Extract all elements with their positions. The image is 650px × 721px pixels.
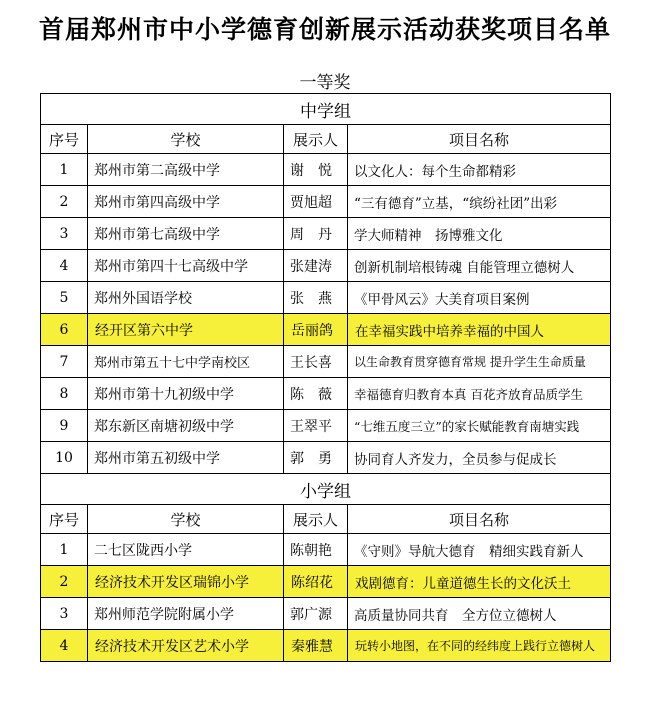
table-row	[41, 154, 611, 186]
award-table	[40, 93, 611, 662]
cell-school: 经济技术开发区艺术小学	[95, 638, 249, 655]
cell-person: 谢 悦	[284, 154, 348, 186]
column-header-row	[41, 505, 611, 534]
cell-project: 《甲骨风云》大美育项目案例	[348, 282, 611, 314]
cell-no: 5	[41, 282, 88, 314]
cell-school: 二七区陇西小学	[88, 534, 284, 566]
cell-project: 以文化人：每个生命都精彩	[348, 154, 611, 186]
cell-no: 10	[41, 442, 88, 474]
cell-project: 戏剧德育：儿童道德生长的文化沃土	[355, 575, 571, 592]
table-row	[41, 250, 611, 282]
table-row	[41, 282, 611, 314]
document-title: 首届郑州市中小学德育创新展示活动获奖项目名单	[38, 15, 611, 44]
cell-school: 郑州师范学院附属小学	[88, 598, 284, 630]
cell-no: 9	[41, 410, 88, 442]
cell-person: 郭广源	[284, 598, 348, 630]
cell-project: 幸福德育归教育本真 百花齐放育品质学生	[348, 378, 611, 410]
table-row	[41, 378, 611, 410]
cell-project: 学大师精神 扬博雅文化	[348, 218, 611, 250]
cell-person: 陈 薇	[284, 378, 348, 410]
header-school: 学校	[88, 505, 284, 534]
cell-person: 张 燕	[284, 282, 348, 314]
cell-project: 高质量协同共育 全方位立德树人	[348, 598, 611, 630]
award-level-heading: 一等奖	[299, 73, 351, 93]
table-row	[41, 410, 611, 442]
cell-person: 郭 勇	[284, 442, 348, 474]
cell-person: 王长喜	[284, 346, 348, 378]
cell-project: 创新机制培根铸魂 自能管理立德树人	[348, 250, 611, 282]
cell-person: 秦雅慧	[291, 638, 333, 655]
table-row-highlighted	[41, 314, 611, 346]
cell-school: 郑州市第二高级中学	[88, 154, 284, 186]
cell-person: 陈绍花	[291, 574, 333, 591]
cell-school: 郑州市第四高级中学	[88, 186, 284, 218]
table-row-highlighted	[41, 566, 611, 598]
table-row	[41, 218, 611, 250]
cell-person: 贾旭超	[284, 186, 348, 218]
cell-project: 在幸福实践中培养幸福的中国人	[355, 323, 544, 340]
cell-project: 协同育人齐发力，全员参与促成长	[348, 442, 611, 474]
table-row	[41, 186, 611, 218]
cell-no: 3	[41, 218, 88, 250]
table-row	[41, 598, 611, 630]
cell-person: 陈朝艳	[284, 534, 348, 566]
header-person: 展示人	[284, 125, 348, 154]
cell-no: 2	[41, 186, 88, 218]
group-header-primary-school	[41, 474, 611, 505]
cell-school: 郑州外国语学校	[88, 282, 284, 314]
cell-school: 经济技术开发区瑞锦小学	[95, 574, 249, 591]
cell-no: 4	[59, 637, 69, 654]
cell-no: 1	[41, 154, 88, 186]
header-no: 序号	[41, 125, 88, 154]
column-header-row	[41, 125, 611, 154]
header-person: 展示人	[284, 505, 348, 534]
cell-school: 郑东新区南塘初级中学	[88, 410, 284, 442]
header-project: 项目名称	[348, 125, 611, 154]
cell-project: 《守则》导航大德育 精细实践育新人	[348, 534, 611, 566]
table-row-highlighted	[41, 630, 611, 662]
cell-person: 岳丽鸽	[291, 322, 333, 339]
cell-project: “三有德育”立基，“缤纷社团”出彩	[348, 186, 611, 218]
cell-no: 8	[41, 378, 88, 410]
header-project: 项目名称	[348, 505, 611, 534]
header-no: 序号	[41, 505, 88, 534]
cell-school: 郑州市第五十七中学南校区	[88, 346, 284, 378]
table-row	[41, 534, 611, 566]
cell-school: 经开区第六中学	[95, 322, 193, 339]
cell-no: 2	[59, 573, 69, 590]
cell-no: 1	[41, 534, 88, 566]
cell-no: 6	[59, 321, 69, 338]
cell-person: 王翠平	[284, 410, 348, 442]
cell-person: 周 丹	[284, 218, 348, 250]
cell-project: 以生命教育贯穿德育常规 提升学生生命质量	[348, 346, 611, 378]
table-row	[41, 346, 611, 378]
cell-no: 4	[41, 250, 88, 282]
cell-person: 张建涛	[284, 250, 348, 282]
cell-no: 7	[41, 346, 88, 378]
group-name: 中学组	[41, 94, 611, 125]
cell-school: 郑州市第四十七高级中学	[88, 250, 284, 282]
cell-project: 玩转小地图，在不同的经纬度上践行立德树人	[355, 639, 596, 653]
cell-school: 郑州市第七高级中学	[88, 218, 284, 250]
table-row	[41, 442, 611, 474]
group-name: 小学组	[41, 474, 611, 505]
cell-no: 3	[41, 598, 88, 630]
header-school: 学校	[88, 125, 284, 154]
group-header-middle-school	[41, 94, 611, 125]
cell-project: “七维五度三立”的家长赋能教育南塘实践	[348, 410, 611, 442]
cell-school: 郑州市第十九初级中学	[88, 378, 284, 410]
cell-school: 郑州市第五初级中学	[88, 442, 284, 474]
